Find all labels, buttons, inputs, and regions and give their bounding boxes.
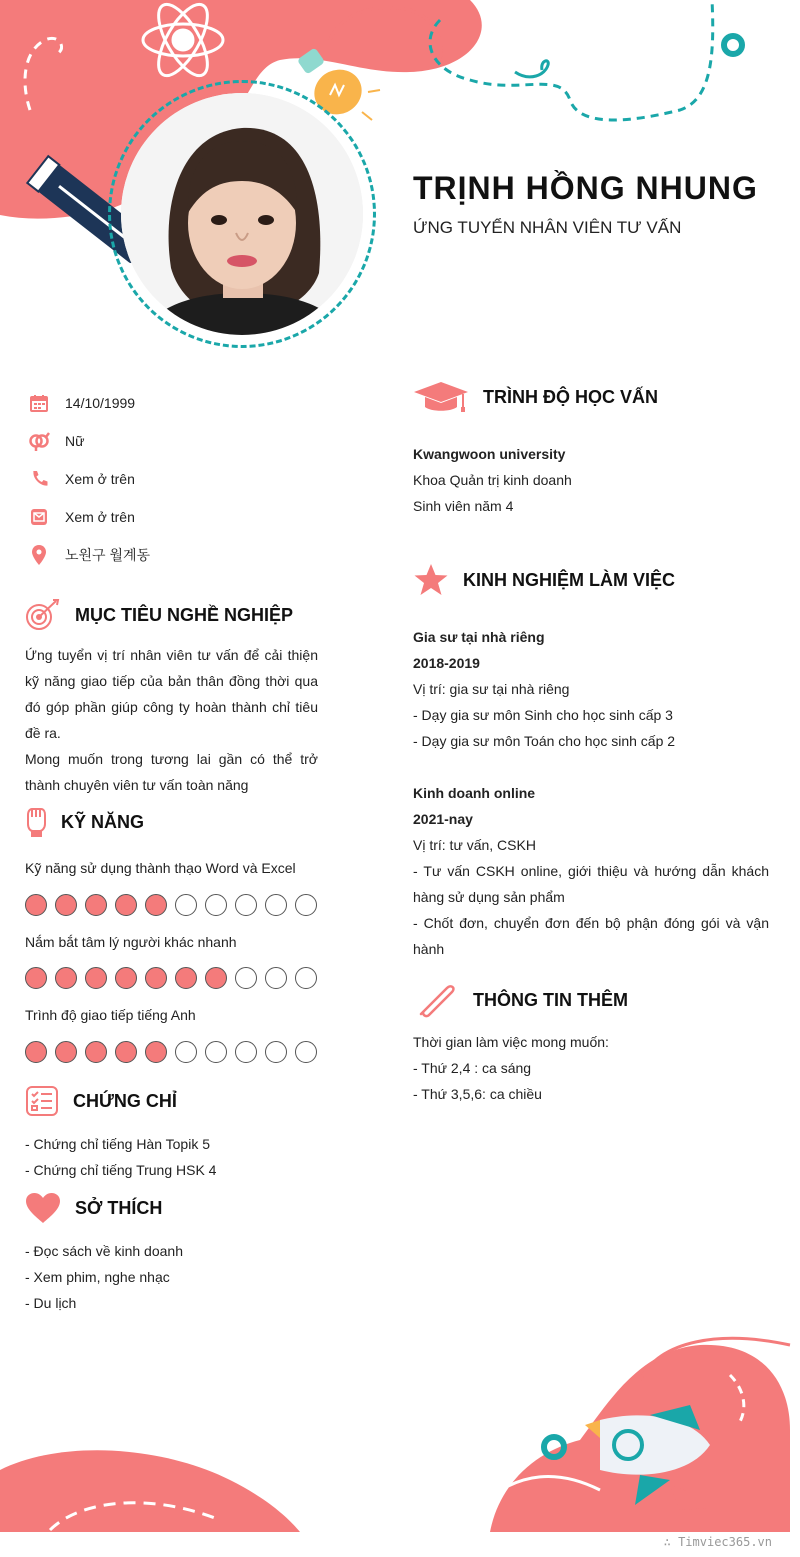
footer-decoration <box>0 1320 800 1557</box>
objective-text <box>25 642 318 798</box>
paperclip-icon <box>413 980 459 1020</box>
contact-item <box>28 498 358 536</box>
teal-ring <box>724 36 742 54</box>
rating-dot-filled <box>25 1041 47 1063</box>
skills-heading <box>25 806 144 838</box>
skills-title: KỸ NĂNG <box>61 811 145 832</box>
phone-text: Xem ở trên <box>65 471 135 487</box>
rating-dot-filled <box>55 967 77 989</box>
rating-dot-empty <box>265 1041 287 1063</box>
objective-heading <box>25 598 293 632</box>
skill-label: Trình độ giao tiếp tiếng Anh <box>25 1007 196 1023</box>
experience-heading <box>413 563 675 597</box>
certificate-item: - Chứng chỉ tiếng Hàn Topik 5 <box>25 1136 210 1152</box>
address-text: 노원구 월계동 <box>65 547 151 563</box>
objective-paragraph: Mong muốn trong tương lai gần có thể trở thành chuyên viên tư vấn toàn năng <box>25 751 318 793</box>
contact-list <box>28 384 358 574</box>
job-company: Gia sư tại nhà riêng <box>413 629 545 645</box>
major: Khoa Quản trị kinh doanh <box>413 472 572 488</box>
rating-dot-empty <box>295 1041 317 1063</box>
certificates-heading <box>25 1085 177 1117</box>
rating-dot-empty <box>205 1041 227 1063</box>
rating-dot-empty <box>295 967 317 989</box>
rating-dot-filled <box>175 967 197 989</box>
hobby-item: - Xem phim, nghe nhạc <box>25 1269 170 1285</box>
footer-blob-left <box>0 1450 300 1532</box>
rating-dot-empty <box>235 1041 257 1063</box>
rating-dot-filled <box>115 967 137 989</box>
experience-title: KINH NGHIỆM LÀM VIỆC <box>463 569 676 590</box>
rating-dot-empty <box>175 894 197 916</box>
teal-loop <box>515 61 548 77</box>
rating-dot-filled <box>85 1041 107 1063</box>
skill-rating <box>25 1041 325 1063</box>
avatar <box>121 93 363 335</box>
school-name: Kwangwoon university <box>413 446 566 462</box>
rating-dot-empty <box>205 894 227 916</box>
job-task: - Dạy gia sư môn Sinh cho học sinh cấp 3 <box>413 707 673 723</box>
additional-item: - Thứ 3,5,6: ca chiều <box>413 1086 542 1102</box>
avatar-portrait <box>121 93 363 335</box>
hobbies-title: SỞ THÍCH <box>75 1197 163 1218</box>
skill-label: Nắm bắt tâm lý người khác nhanh <box>25 934 237 950</box>
contact-item <box>28 422 358 460</box>
job-role: Vị trí: gia sư tại nhà riêng <box>413 681 570 697</box>
additional-title: THÔNG TIN THÊM <box>473 989 628 1010</box>
rating-dot-empty <box>235 967 257 989</box>
fist-icon <box>25 806 47 838</box>
rating-dot-filled <box>55 1041 77 1063</box>
job-company: Kinh doanh online <box>413 785 536 801</box>
job-task: - Dạy gia sư môn Toán cho học sinh cấp 2 <box>413 733 676 749</box>
objective-title: MỤC TIÊU NGHỀ NGHIỆP <box>75 604 294 625</box>
rating-dot-filled <box>145 967 167 989</box>
candidate-name: TRỊNH HỒNG NHUNG <box>413 170 758 206</box>
contact-item <box>28 536 358 574</box>
hobbies-list <box>25 1238 183 1316</box>
certificate-item: - Chứng chỉ tiếng Trung HSK 4 <box>25 1162 217 1178</box>
hobby-item: - Đọc sách về kinh doanh <box>25 1243 183 1259</box>
gender-icon <box>28 430 50 452</box>
gender-text: Nữ <box>65 433 85 449</box>
job-role: Vị trí: tư vấn, CSKH <box>413 837 536 853</box>
skill-rating <box>25 894 325 916</box>
hobbies-heading <box>25 1192 162 1224</box>
rating-dot-filled <box>25 894 47 916</box>
graduation-cap-icon <box>413 380 469 414</box>
skill-label: Kỹ năng sử dụng thành thạo Word và Excel <box>25 860 296 876</box>
job-period: 2018-2019 <box>413 655 480 671</box>
teal-ring <box>544 1437 564 1457</box>
rating-dot-filled <box>115 1041 137 1063</box>
heart-icon <box>25 1192 61 1224</box>
education-heading <box>413 380 658 414</box>
watermark: ∴ Timviec365.vn <box>663 1535 772 1549</box>
rating-dot-filled <box>115 894 137 916</box>
hobby-item: - Du lịch <box>25 1295 77 1311</box>
certificates-title: CHỨNG CHỈ <box>73 1090 177 1111</box>
rating-dot-filled <box>205 967 227 989</box>
rating-dot-empty <box>235 894 257 916</box>
additional-heading <box>413 980 628 1020</box>
rating-dot-filled <box>85 967 107 989</box>
calendar-icon <box>28 392 50 414</box>
rating-dot-filled <box>25 967 47 989</box>
study-year: Sinh viên năm 4 <box>413 498 514 514</box>
rating-dot-empty <box>295 894 317 916</box>
rating-dot-filled <box>55 894 77 916</box>
additional-item: Thời gian làm việc mong muốn: <box>413 1034 609 1050</box>
job-entry <box>413 624 769 754</box>
job-task: - Tư vấn CSKH online, giới thiệu và hướng dẫn khách hàng sử dụng sản phẩm <box>413 863 769 905</box>
rating-dot-empty <box>175 1041 197 1063</box>
birthdate-text: 14/10/1999 <box>65 395 136 411</box>
avatar-frame <box>108 80 376 348</box>
job-period: 2021-nay <box>413 811 473 827</box>
job-task: - Chốt đơn, chuyển đơn đến bộ phận đóng gói và vận hành <box>413 915 769 957</box>
skill-rating <box>25 967 325 989</box>
email-text: Xem ở trên <box>65 509 135 525</box>
email-icon <box>28 506 50 528</box>
job-entry <box>413 780 769 962</box>
education-details <box>413 441 572 519</box>
certificates-list <box>25 1131 216 1183</box>
additional-list <box>413 1029 609 1107</box>
applied-position: ỨNG TUYỂN NHÂN VIÊN TƯ VẤN <box>413 218 682 237</box>
checklist-icon <box>25 1085 59 1117</box>
rating-dot-empty <box>265 894 287 916</box>
contact-item <box>28 384 358 422</box>
additional-item: - Thứ 2,4 : ca sáng <box>413 1060 532 1076</box>
objective-paragraph: Ứng tuyển vị trí nhân viên tư vấn để cải thiện kỹ năng giao tiếp của bản thân đồng thời qua đó góp phần giúp công ty hoàn thành chỉ tiêu đề ra. <box>25 647 318 741</box>
rating-dot-filled <box>85 894 107 916</box>
education-title: TRÌNH ĐỘ HỌC VẤN <box>483 386 658 407</box>
target-icon <box>25 598 61 632</box>
rating-dot-filled <box>145 894 167 916</box>
rating-dot-filled <box>145 1041 167 1063</box>
phone-icon <box>28 468 50 490</box>
star-icon <box>413 563 449 597</box>
location-icon <box>28 544 50 566</box>
contact-item <box>28 460 358 498</box>
rating-dot-empty <box>265 967 287 989</box>
